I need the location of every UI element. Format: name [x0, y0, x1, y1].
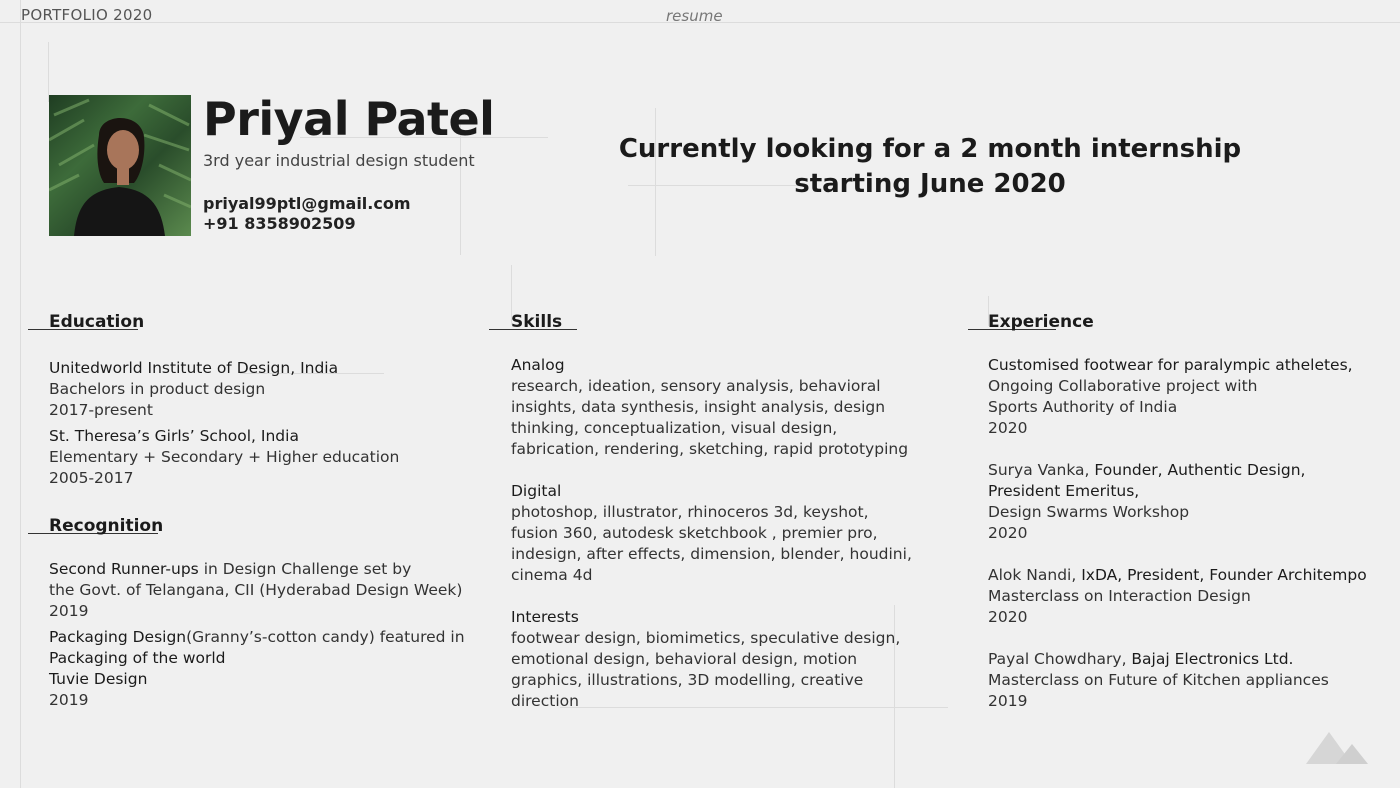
headline-line-1: Currently looking for a 2 month internship: [618, 134, 1242, 164]
skill-line: insights, data synthesis, insight analysis, design: [511, 398, 886, 416]
skill-group-name: Interests: [511, 608, 579, 626]
recognition-award-detail: the Govt. of Telangana, CII (Hyderabad Design Week): [49, 581, 463, 599]
experience-detail: Masterclass on Future of Kitchen appliances: [988, 671, 1329, 689]
skill-group: [511, 481, 931, 586]
profile-subtitle: 3rd year industrial design student: [203, 151, 475, 170]
recognition-title: Recognition: [49, 516, 164, 536]
recognition-award: Packaging Design: [49, 628, 187, 646]
mountains-icon: [1306, 726, 1368, 766]
experience-detail: Design Swarms Workshop: [988, 503, 1190, 521]
experience-detail: Sports Authority of India: [988, 398, 1178, 416]
skill-group: [511, 355, 931, 460]
profile-photo: [49, 95, 191, 236]
experience-role: IxDA, President, Founder Architempo: [1081, 566, 1367, 584]
experience-role: Bajaj Electronics Ltd.: [1131, 650, 1294, 668]
education-years: 2017-present: [49, 401, 153, 419]
skill-line: thinking, conceptualization, visual design,: [511, 419, 838, 437]
page-section-label: resume: [666, 7, 723, 25]
skill-line: direction: [511, 692, 579, 710]
experience-detail: Masterclass on Interaction Design: [988, 587, 1251, 605]
experience-detail: Ongoing Collaborative project with: [988, 377, 1258, 395]
person-portrait-icon: [49, 95, 191, 236]
education-years: 2005-2017: [49, 469, 134, 487]
skill-group: [511, 607, 931, 712]
phone-number: +91 8358902509: [203, 214, 356, 233]
experience-item: [988, 355, 1378, 439]
skill-line: indesign, after effects, dimension, blender, houdini,: [511, 545, 912, 563]
skill-line: fusion 360, autodesk sketchbook , premier pro,: [511, 524, 878, 542]
experience-item: [988, 460, 1378, 544]
recognition-publication: Tuvie Design: [49, 670, 148, 688]
recognition-year: 2019: [49, 691, 89, 709]
experience-person: Alok Nandi,: [988, 566, 1082, 584]
experience-item: [988, 565, 1378, 628]
recognition-award-detail: (Granny’s-cotton candy) featured in: [186, 628, 465, 646]
skill-line: emotional design, behavioral design, motion: [511, 650, 858, 668]
recognition-publication: Packaging of the world: [49, 649, 226, 667]
skill-group-name: Analog: [511, 356, 565, 374]
experience-title: Experience: [988, 312, 1094, 332]
education-school: St. Theresa’s Girls’ School, India: [49, 427, 299, 445]
education-title: Education: [49, 312, 145, 332]
email-link[interactable]: priyal99ptl@gmail.com: [203, 194, 411, 213]
skill-line: footwear design, biomimetics, speculative design,: [511, 629, 901, 647]
headline: [600, 132, 1260, 202]
headline-line-2: starting June 2020: [794, 169, 1066, 199]
experience-project: Customised footwear for paralympic atheletes,: [988, 356, 1353, 374]
recognition-item: [49, 559, 469, 622]
recognition-item: [49, 627, 469, 711]
experience-person: Surya Vanka,: [988, 461, 1095, 479]
experience-year: 2020: [988, 608, 1028, 626]
recognition-award: Second Runner-ups: [49, 560, 199, 578]
skill-line: research, ideation, sensory analysis, behavioral: [511, 377, 881, 395]
education-school: Unitedworld Institute of Design, India: [49, 359, 339, 377]
portfolio-label: PORTFOLIO 2020: [21, 6, 153, 24]
experience-item: [988, 649, 1378, 712]
experience-year: 2020: [988, 524, 1028, 542]
skill-group-name: Digital: [511, 482, 562, 500]
recognition-year: 2019: [49, 602, 89, 620]
experience-role: Founder, Authentic Design,: [1094, 461, 1306, 479]
skill-line: fabrication, rendering, sketching, rapid prototyping: [511, 440, 909, 458]
skills-title: Skills: [511, 312, 563, 332]
skill-line: photoshop, illustrator, rhinoceros 3d, keyshot,: [511, 503, 869, 521]
experience-year: 2019: [988, 692, 1028, 710]
profile-name: Priyal Patel: [203, 92, 495, 146]
education-item: [49, 426, 469, 489]
experience-person: Payal Chowdhary,: [988, 650, 1132, 668]
experience-role: President Emeritus,: [988, 482, 1140, 500]
experience-year: 2020: [988, 419, 1028, 437]
education-item: [49, 358, 469, 421]
skill-line: graphics, illustrations, 3D modelling, creative: [511, 671, 864, 689]
education-degree: Bachelors in product design: [49, 380, 266, 398]
recognition-award-detail: in Design Challenge set by: [198, 560, 412, 578]
skill-line: cinema 4d: [511, 566, 593, 584]
education-degree: Elementary + Secondary + Higher education: [49, 448, 400, 466]
